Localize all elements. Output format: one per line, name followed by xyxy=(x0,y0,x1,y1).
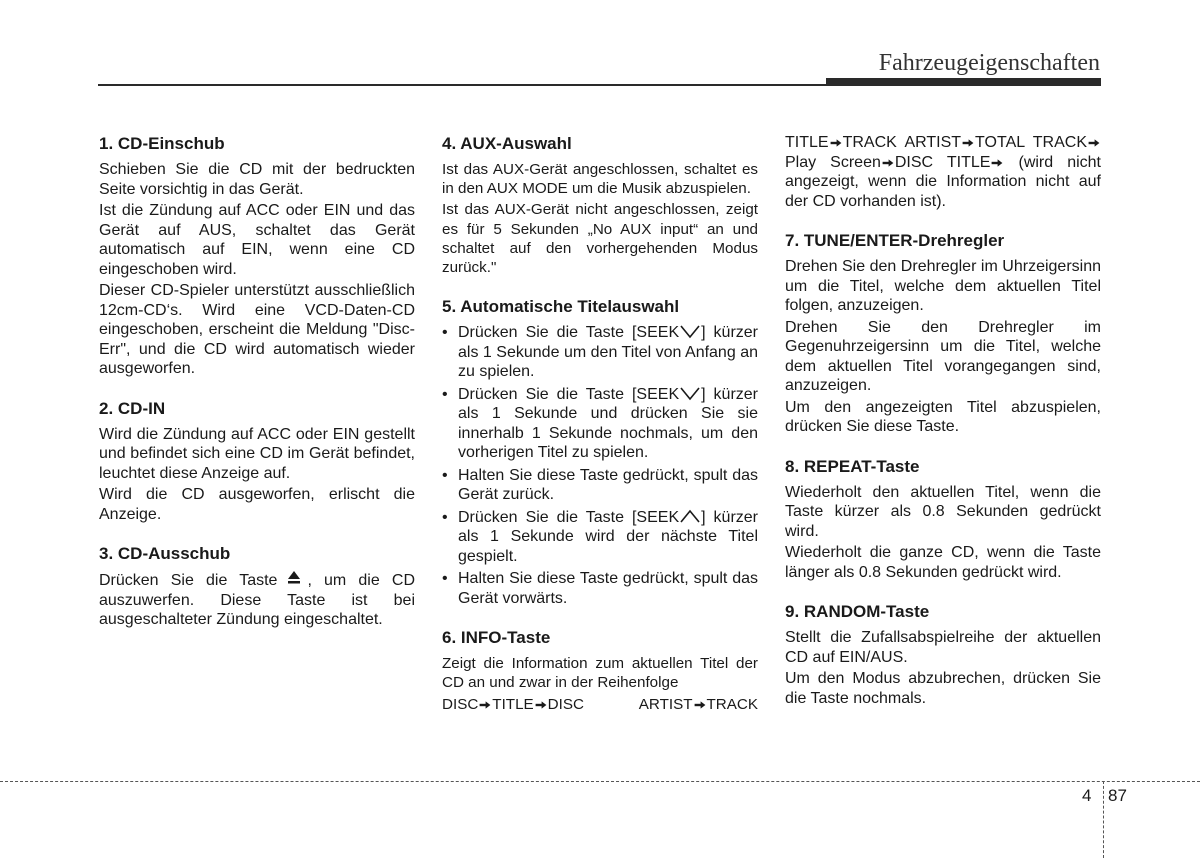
sequence-line xyxy=(442,695,758,714)
right-arrow-icon xyxy=(694,700,706,710)
section-title: 5. Automatische Titelauswahl xyxy=(442,297,680,317)
paragraph: Um den angezeigten Titel abzuspielen, drücken Sie diese Taste. xyxy=(785,398,1101,435)
sequence-item: Play Screen xyxy=(785,153,881,171)
header-rule xyxy=(98,84,1101,86)
list-item xyxy=(442,323,758,382)
section-title: 6. INFO-Taste xyxy=(442,628,551,648)
footer-rule xyxy=(0,781,1200,782)
footer-divider xyxy=(1103,781,1104,858)
eject-icon xyxy=(287,570,301,584)
text-run: Drücken Sie die Taste xyxy=(458,508,624,526)
column-3 xyxy=(785,133,1101,727)
section-title: 4. AUX-Auswahl xyxy=(442,134,572,153)
text-run: [SEEK xyxy=(631,385,680,403)
list-item xyxy=(442,385,758,463)
section-title: 8. REPEAT-Taste xyxy=(785,456,920,476)
text-run: Drücken Sie die Taste xyxy=(99,572,278,589)
right-arrow-icon xyxy=(830,138,842,148)
sequence-item: TITLE xyxy=(785,134,829,151)
section-info-continued xyxy=(785,133,1101,211)
paragraph: Wird die CD ausgeworfen, erlischt die Anzeige. xyxy=(99,486,415,523)
right-arrow-icon xyxy=(1088,138,1100,148)
paragraph: Zeigt die Information zum aktuellen Titel der CD an und zwar in der Reihenfolge xyxy=(442,655,758,692)
list-item: • Halten Sie diese Taste gedrückt, spult das Gerät vorwärts. xyxy=(442,569,758,608)
section-title: 1. CD-Einschub xyxy=(99,134,225,153)
paragraph: Schieben Sie die CD mit der bedruckten Seite vorsichtig in das Gerät. xyxy=(99,161,415,198)
section-repeat-taste xyxy=(785,456,1101,583)
sequence-item: TRACK ARTIST xyxy=(842,134,962,151)
text-run: ] kürzer als 1 Sekunde und drücken Sie sie innerhalb 1 Sekunde nochmals, um den vorherigen Titel zu spielen. xyxy=(458,385,759,462)
paragraph: Dieser CD-Spieler unterstützt ausschließlich 12cm-CD‘s. Wird eine VCD-Daten-CD eingeschoben, erscheint die Meldung "Disc-Err", und die CD wird automatisch wieder ausgeworfen. xyxy=(99,282,415,377)
section-titelauswahl xyxy=(442,296,758,608)
sequence-tail: (wird nicht angezeigt, wenn die Information nicht auf der CD vorhanden ist). xyxy=(785,153,1101,210)
text-run: ] kürzer als 1 Sekunde wird der nächste Titel gespielt. xyxy=(458,508,759,565)
seek-down-label xyxy=(632,323,701,343)
paragraph: Drehen Sie den Drehregler im Uhrzeigersinn um die Titel, welche dem aktuellen Titel folgen, anzuzeigen. xyxy=(785,258,1101,314)
paragraph: Wiederholt den aktuellen Titel, wenn die Taste kürzer als 0.8 Sekunden gedrückt wird. xyxy=(785,483,1101,540)
right-arrow-icon xyxy=(882,158,894,168)
chevron-up-icon xyxy=(679,508,701,524)
text-run: [SEEK xyxy=(631,508,680,526)
section-random-taste xyxy=(785,601,1101,708)
text-run: Drücken Sie die Taste xyxy=(458,385,624,403)
sequence-item: DISC ARTIST xyxy=(547,695,693,713)
chevron-down-icon xyxy=(679,385,701,401)
sequence-item: TOTAL TRACK xyxy=(975,134,1088,151)
seek-down-label xyxy=(632,385,701,405)
paragraph: Wird die Zündung auf ACC oder EIN gestellt und befindet sich eine CD im Gerät befindet, leuchtet diese Anzeige auf. xyxy=(99,425,415,482)
section-title: 7. TUNE/ENTER-Drehregler xyxy=(785,231,1005,250)
section-title: 2. CD-IN xyxy=(99,398,166,418)
list-item: • Halten Sie diese Taste gedrückt, spult das Gerät zurück. xyxy=(442,466,758,505)
paragraph: Drehen Sie den Drehregler im Gegenuhrzeigersinn um die Titel, welche dem aktuellen Titel vorangegangen sind, anzuzeigen. xyxy=(785,318,1101,394)
section-cd-einschub xyxy=(99,133,415,379)
sequence-item: DISC xyxy=(442,695,479,713)
section-tune-enter xyxy=(785,230,1101,437)
section-cd-in xyxy=(99,398,415,525)
section-aux-auswahl xyxy=(442,133,758,277)
paragraph: Ist die Zündung auf ACC oder EIN und das Gerät auf AUS, schaltet das Gerät automatisch auf EIN, wenn eine CD eingeschoben wird. xyxy=(99,202,415,278)
sequence-item: TITLE xyxy=(492,695,534,713)
paragraph: Ist das AUX-Gerät angeschlossen, schaltet es in den AUX MODE um die Musik abzuspielen. xyxy=(442,161,758,198)
paragraph xyxy=(99,570,415,630)
text-run: , um die CD auszuwerfen. Diese Taste ist bei ausgeschalteter Zündung eingeschaltet. xyxy=(99,572,416,628)
section-info-taste xyxy=(442,627,758,714)
section-title: 3. CD-Ausschub xyxy=(99,544,231,563)
right-arrow-icon xyxy=(962,138,974,148)
text-run: Drücken Sie die Taste xyxy=(458,324,624,342)
column-2 xyxy=(442,133,758,733)
chapter-number: 4 xyxy=(1082,786,1092,805)
sequence-paragraph xyxy=(785,133,1101,211)
right-arrow-icon xyxy=(991,158,1003,168)
paragraph: Stellt die Zufallsabspielreihe der aktuellen CD auf EIN/AUS. xyxy=(785,629,1101,666)
text-run: [SEEK xyxy=(631,324,680,342)
sequence-item: DISC TITLE xyxy=(894,153,991,171)
paragraph: Wiederholt die ganze CD, wenn die Taste länger als 0.8 Sekunden gedrückt wird. xyxy=(785,544,1101,581)
section-title: 9. RANDOM-Taste xyxy=(785,602,930,621)
seek-up-label xyxy=(632,508,701,528)
column-1 xyxy=(99,133,415,649)
list-item xyxy=(442,508,758,567)
text-run: ] kürzer als 1 Sekunde um den Titel von Anfang an zu spielen. xyxy=(458,324,759,381)
bullet-list xyxy=(442,323,758,608)
chevron-down-icon xyxy=(679,323,701,339)
page-header-title: Fahrzeugeigenschaften xyxy=(878,50,1100,76)
right-arrow-icon xyxy=(535,700,547,710)
section-cd-ausschub xyxy=(99,543,415,630)
right-arrow-icon xyxy=(479,700,491,710)
paragraph: Um den Modus abzubrechen, drücken Sie die Taste nochmals. xyxy=(785,670,1101,707)
sequence-item: TRACK xyxy=(706,695,758,713)
paragraph: Ist das AUX-Gerät nicht angeschlossen, zeigt es für 5 Sekunden „No AUX input“ an und schaltet auf den vorhergehenden Modus zurück." xyxy=(442,201,758,277)
page-number: 87 xyxy=(1108,786,1127,805)
